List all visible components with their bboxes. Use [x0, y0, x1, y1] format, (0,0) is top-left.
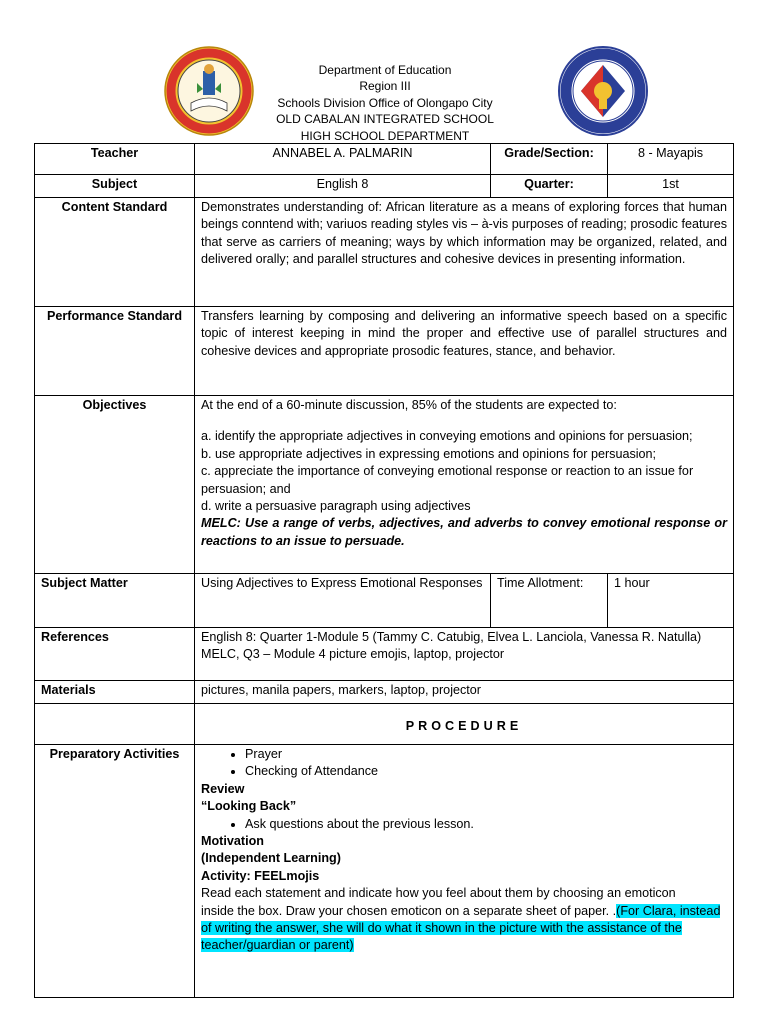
activity-text-2-main: inside the box. Draw your chosen emoticon on a separate sheet of paper. . — [201, 903, 617, 918]
subject-matter-row — [35, 574, 734, 628]
quarter-value: 1st — [608, 175, 734, 198]
materials-value: pictures, manila papers, markers, laptop, projector — [195, 681, 734, 704]
independent-learning-heading: (Independent Learning) — [201, 851, 341, 866]
looking-back-heading: “Looking Back” — [201, 799, 297, 814]
performance-standard-row — [35, 307, 734, 396]
subject-matter-value: Using Adjectives to Express Emotional Responses — [195, 574, 491, 628]
objective-d: d. write a persuasive paragraph using adjectives — [201, 499, 471, 514]
references-row — [35, 628, 734, 681]
materials-label: Materials — [35, 681, 195, 704]
subject-row — [35, 175, 734, 198]
grade-section-value: 8 - Mayapis — [608, 144, 734, 175]
subject-label: Subject — [35, 175, 195, 198]
prep-bullet-attendance: • Checking of Attendance — [245, 763, 727, 780]
reference-line-2: MELC, Q3 – Module 4 picture emojis, laptop, projector — [201, 647, 505, 662]
header-text-block — [230, 62, 540, 144]
activity-text-1: Read each statement and indicate how you feel about them by choosing an emoticon — [201, 886, 676, 901]
header-line-department-level: HIGH SCHOOL DEPARTMENT — [300, 128, 470, 143]
objective-a: a. identify the appropriate adjectives in conveying emotions and opinions for persuasion; — [201, 429, 693, 444]
performance-standard-label: Performance Standard — [35, 307, 195, 396]
grade-section-label: Grade/Section: — [491, 144, 608, 175]
references-value — [195, 628, 734, 681]
references-label: References — [35, 628, 195, 681]
procedure-row — [35, 704, 734, 745]
objectives-value — [195, 396, 734, 574]
header-line-school: OLD CABALAN INTEGRATED SCHOOL — [276, 112, 494, 127]
content-standard-row — [35, 198, 734, 307]
prep-bullet-prayer: • Prayer — [245, 746, 727, 763]
objectives-row — [35, 396, 734, 574]
procedure-heading: PROCEDURE — [195, 704, 734, 745]
prep-bullet-list — [201, 746, 727, 781]
time-allotment-label: Time Allotment: — [491, 574, 608, 628]
procedure-empty-cell — [35, 704, 195, 745]
lesson-plan-table — [34, 143, 734, 998]
objective-b: b. use appropriate adjectives in expressing emotions and opinions for persuasion; — [201, 446, 657, 461]
content-standard-label: Content Standard — [35, 198, 195, 307]
preparatory-activities-value — [195, 745, 734, 998]
review-bullet-list — [201, 816, 727, 833]
teacher-value: ANNABEL A. PALMARIN — [195, 144, 491, 175]
preparatory-activities-row — [35, 745, 734, 998]
subject-matter-label: Subject Matter — [35, 574, 195, 628]
quarter-label: Quarter: — [491, 175, 608, 198]
motivation-heading: Motivation — [201, 834, 264, 849]
document-header — [0, 0, 768, 144]
materials-row — [35, 681, 734, 704]
header-line-department: Department of Education — [318, 63, 452, 77]
review-heading: Review — [201, 781, 245, 796]
deped-seal-icon — [557, 45, 649, 137]
activity-heading: Activity: FEELmojis — [201, 868, 320, 883]
clara-accommodation-note: (For Clara, instead of writing the answer, she will do what it shown in the picture with the assistance of the teacher/guardian or parent) — [201, 903, 721, 953]
teacher-row — [35, 144, 734, 175]
review-bullet: • Ask questions about the previous lesson. — [245, 816, 727, 833]
reference-line-1: English 8: Quarter 1-Module 5 (Tammy C. Catubig, Elvea L. Lanciola, Vanessa R. Natulla) — [201, 630, 702, 644]
subject-value: English 8 — [195, 175, 491, 198]
objectives-label: Objectives — [35, 396, 195, 574]
performance-standard-value: Transfers learning by composing and delivering an informative speech based on a specific topic of interest keeping in mind the proper and effective use of parallel structures and cohesive devices and appropriate prosodic features, stance, and behavior. — [195, 307, 734, 396]
objectives-intro: At the end of a 60-minute discussion, 85% of the students are expected to: — [201, 398, 617, 412]
preparatory-activities-label: Preparatory Activities — [35, 745, 195, 998]
melc-statement: MELC: Use a range of verbs, adjectives, and adverbs to convey emotional response or reactions to an issue to persuade. — [201, 516, 728, 548]
objective-c: c. appreciate the importance of conveying emotional response or reaction to an issue for persuasion; and — [201, 464, 694, 496]
teacher-label: Teacher — [35, 144, 195, 175]
header-line-region: Region III — [359, 79, 411, 94]
time-allotment-value: 1 hour — [608, 574, 734, 628]
header-line-division: Schools Division Office of Olongapo City — [277, 95, 493, 110]
content-standard-value: Demonstrates understanding of: African literature as a means of exploring forces that human beings conntend with; variuos reading styles vis – à-vis purposes of reading; prosodic features that serve as carriers of meaning; ways by which information may be organized, related, and delivered orally; and parallel structures and cohesive devices in presenting information. — [195, 198, 734, 307]
activity-text-2 — [201, 903, 727, 955]
